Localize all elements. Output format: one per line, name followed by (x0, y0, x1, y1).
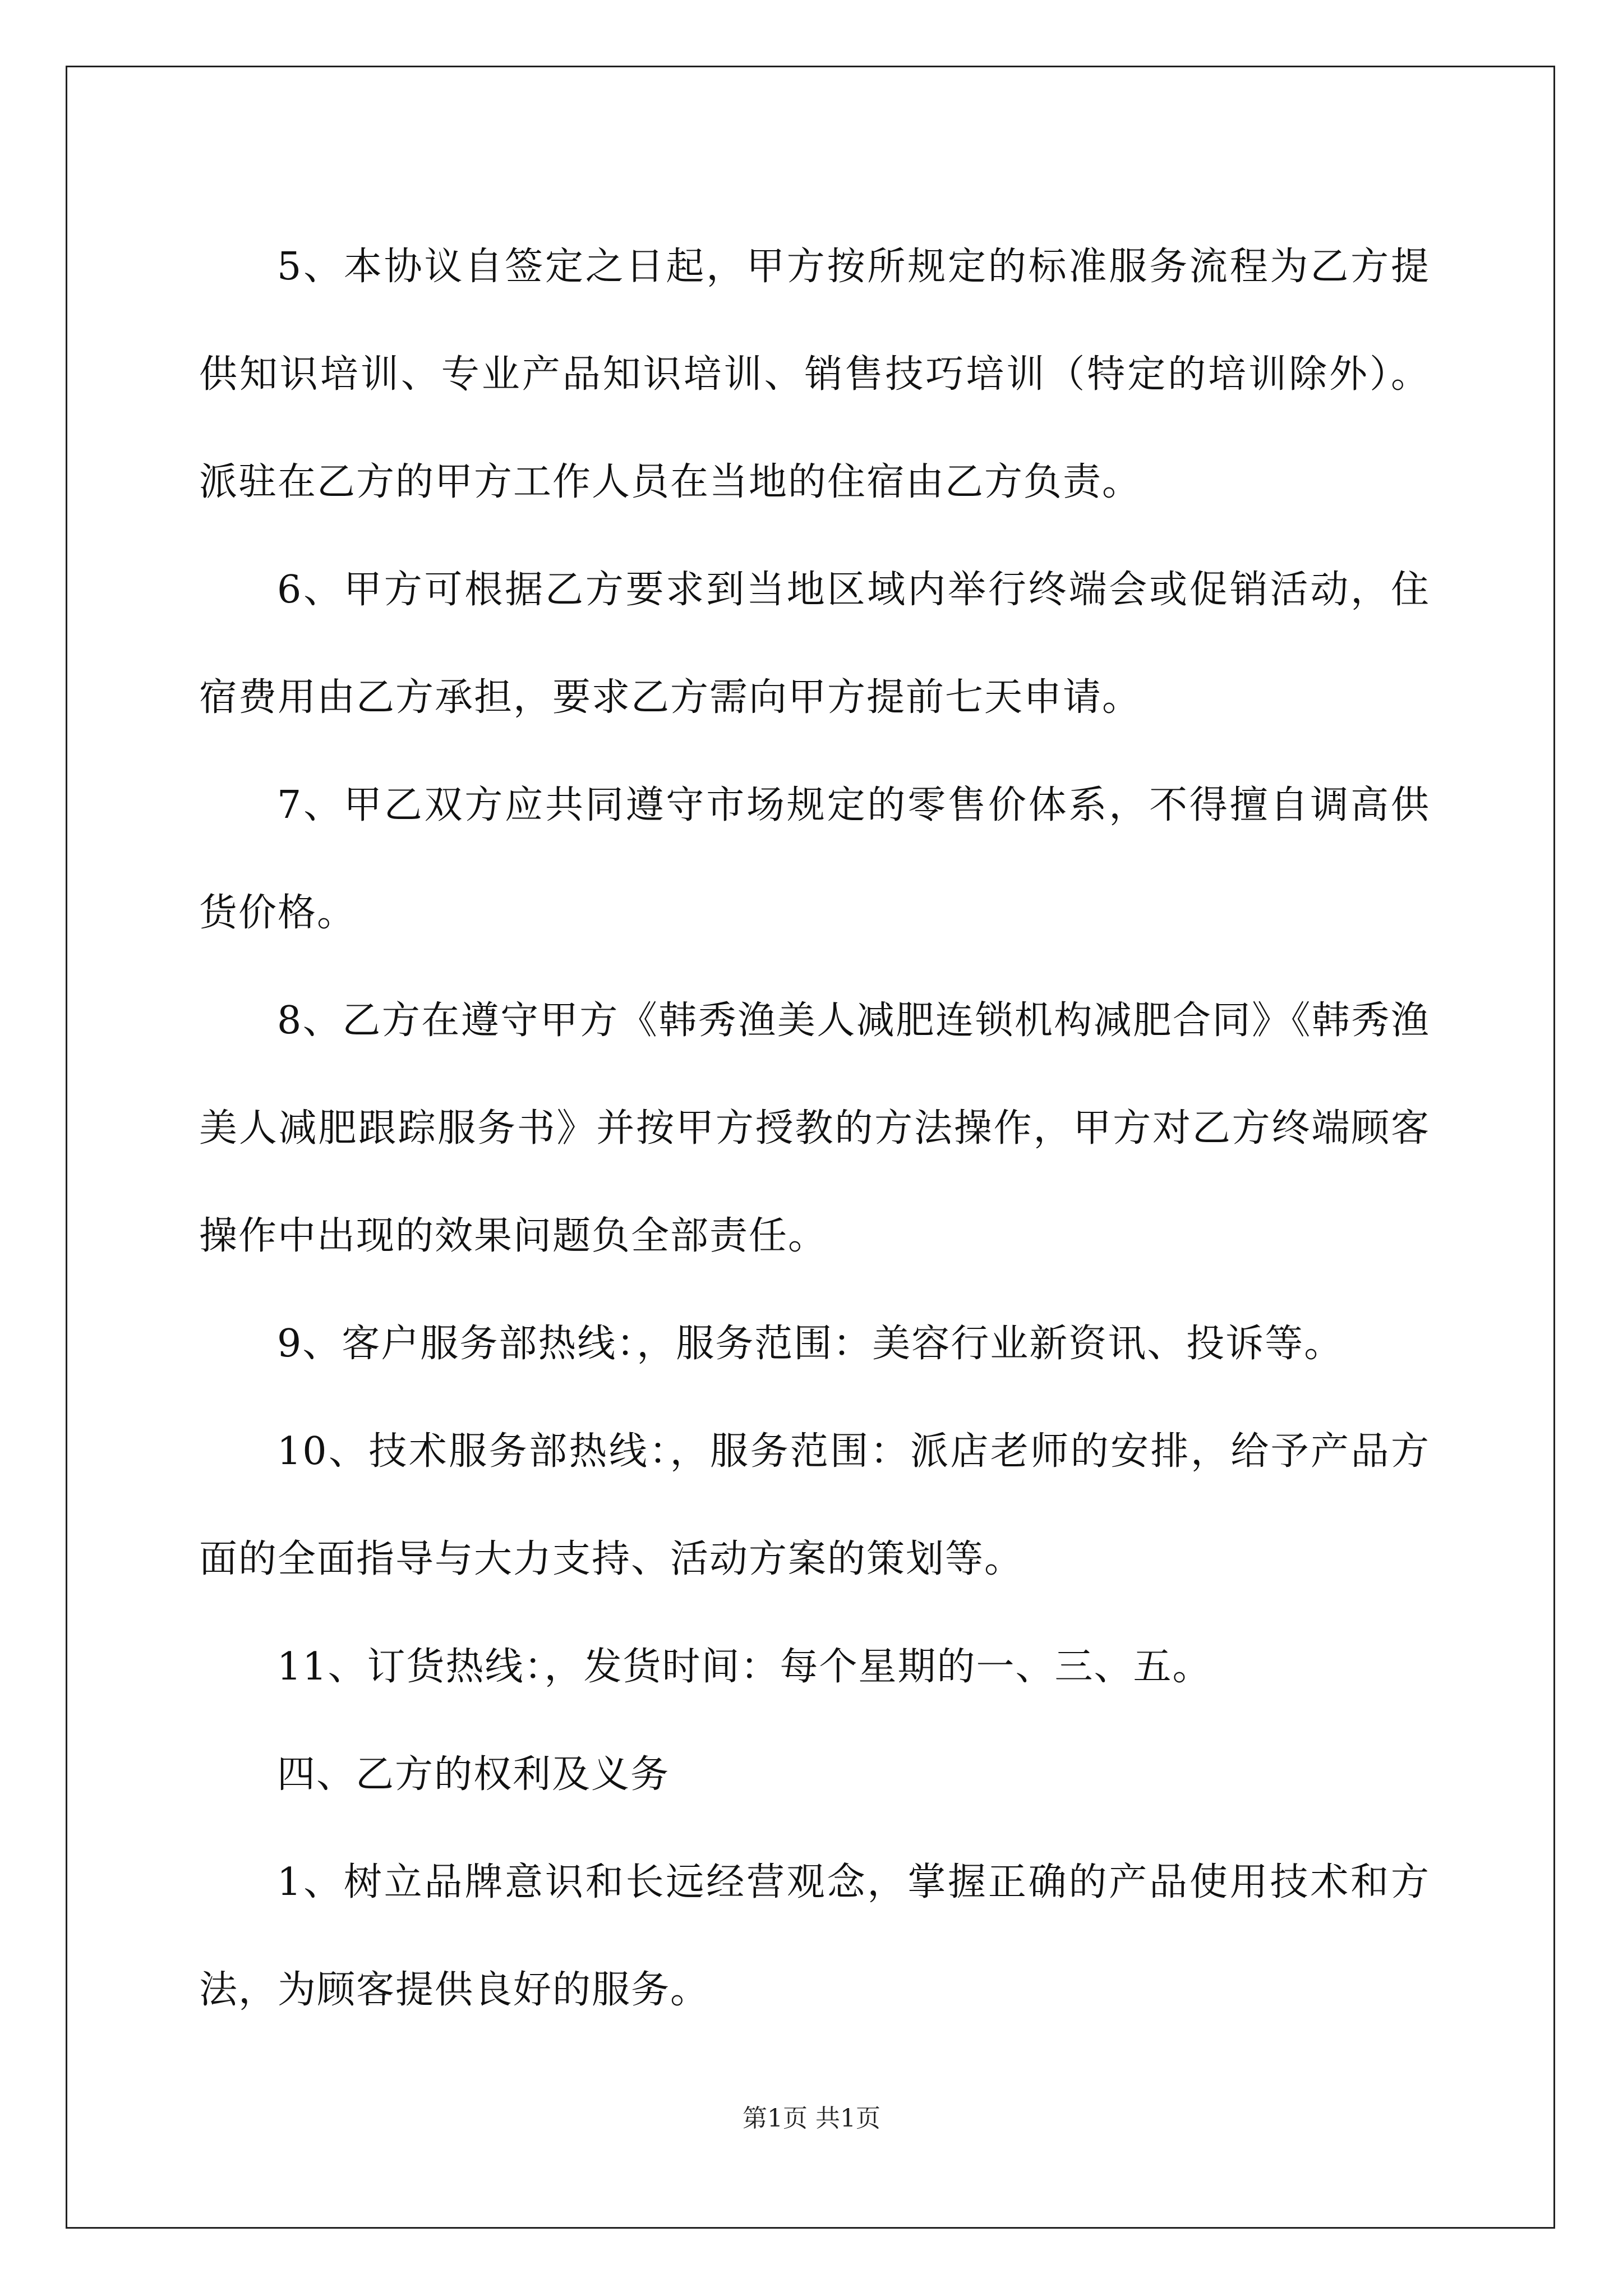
paragraph-party-b-clause-1: 1、树立品牌意识和长远经营观念，掌握正确的产品使用技术和方法，为顾客提供良好的服务。 (199, 1860, 1430, 2012)
paragraph-clause-11: 11、订货热线：，发货时间：每个星期的一、三、五。 (277, 1645, 1212, 1689)
paragraph-clause-10: 10、技术服务部热线：，服务范围：派店老师的安排，给予产品方面的全面指导与大力支持、活动方案的策划等。 (199, 1429, 1430, 1581)
paragraph-clause-9: 9、客户服务部热线：，服务范围：美容行业新资讯、投诉等。 (277, 1322, 1344, 1366)
paragraph-clause-8: 8、乙方在遵守甲方《韩秀渔美人减肥连锁机构减肥合同》《韩秀渔美人减肥跟踪服务书》并按甲方授教的方法操作，甲方对乙方终端顾客操作中出现的效果问题负全部责任。 (199, 999, 1430, 1258)
paragraph-clause-6: 6、甲方可根据乙方要求到当地区域内举行终端会或促销活动，住宿费用由乙方承担，要求乙方需向甲方提前七天申请。 (199, 568, 1430, 720)
paragraph-clause-5: 5、本协议自签定之日起，甲方按所规定的标准服务流程为乙方提供知识培训、专业产品知识培训、销售技巧培训（特定的培训除外）。派驻在乙方的甲方工作人员在当地的住宿由乙方负责。 (199, 245, 1430, 504)
document-body (199, 213, 1430, 2044)
section-heading-party-b-rights: 四、乙方的权利及义务 (277, 1752, 670, 1797)
page-footer: 第1页 共1页 (743, 2104, 880, 2133)
paragraph-clause-7: 7、甲乙双方应共同遵守市场规定的零售价体系，不得擅自调高供货价格。 (199, 783, 1430, 935)
